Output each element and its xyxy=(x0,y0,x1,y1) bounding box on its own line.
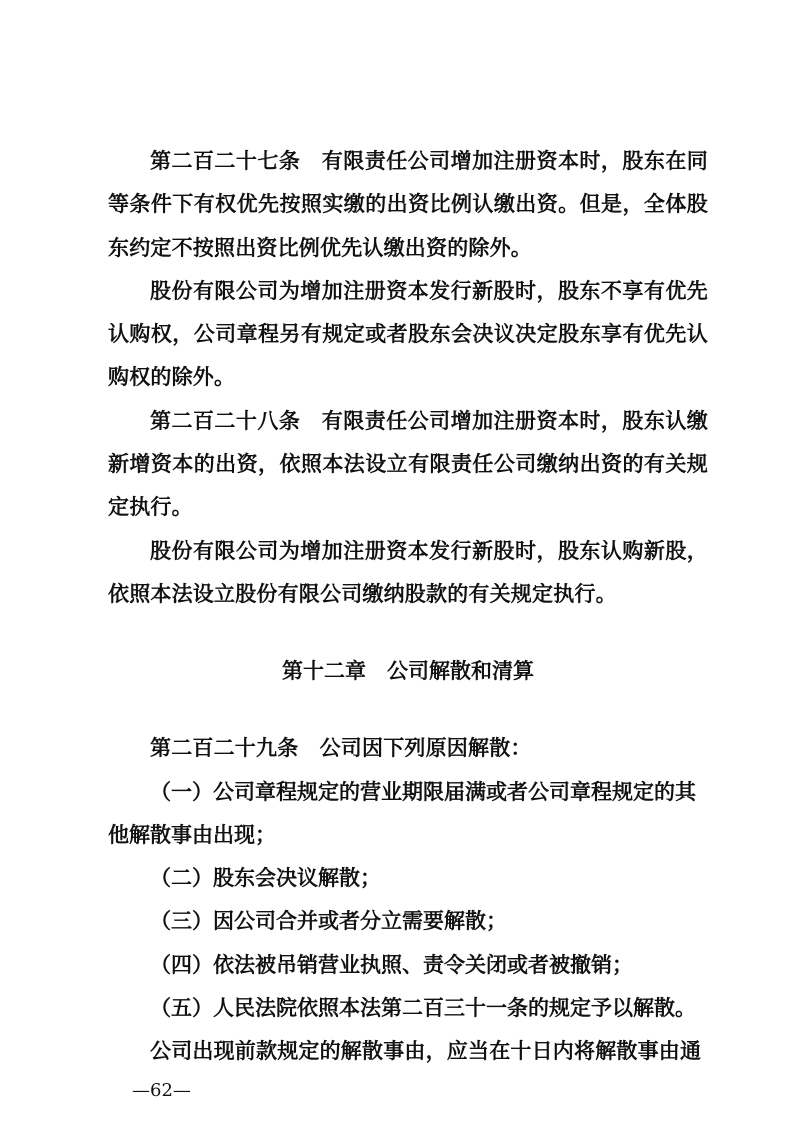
list-item: （二）股东会决议解散； xyxy=(150,866,381,891)
closing-paragraph: 公司出现前款规定的解散事由，应当在十日内将解散事由通 xyxy=(150,1039,702,1064)
article-229-paragraph: 第二百二十九条 公司因下列原因解散： xyxy=(150,736,532,761)
list-item: （一）公司章程规定的营业期限届满或者公司章程规定的其他解散事由出现； xyxy=(108,779,696,847)
article-227-paragraph: 第二百二十七条 有限责任公司增加注册资本时，股东在同等条件下有权优先按照实缴的出资比例认缴出资。但是，全体股东约定不按照出资比例优先认缴出资的除外。 xyxy=(108,149,708,260)
article-228-paragraph: 第二百二十八条 有限责任公司增加注册资本时，股东认缴新增资本的出资，依照本法设立有限责任公司缴纳出资的有关规定执行。 xyxy=(108,408,708,520)
list-item: （四）依法被吊销营业执照、责令关闭或者被撤销； xyxy=(150,952,633,977)
page-number: —62— xyxy=(132,1080,191,1101)
list-item: （五）人民法院依照本法第二百三十一条的规定予以解散。 xyxy=(150,996,696,1021)
chapter-heading: 第十二章 公司解散和清算 xyxy=(282,659,534,684)
article-228-second-paragraph: 股份有限公司为增加注册资本发行新股时，股东认购新股，依照本法设立股份有限公司缴纳股款的有关规定执行。 xyxy=(108,538,708,606)
page-body xyxy=(108,140,708,1074)
list-item: （三）因公司合并或者分立需要解散； xyxy=(150,909,507,934)
article-227-second-paragraph: 股份有限公司为增加注册资本发行新股时，股东不享有优先认购权，公司章程另有规定或者股东会决议决定股东享有优先认购权的除外。 xyxy=(108,278,708,390)
